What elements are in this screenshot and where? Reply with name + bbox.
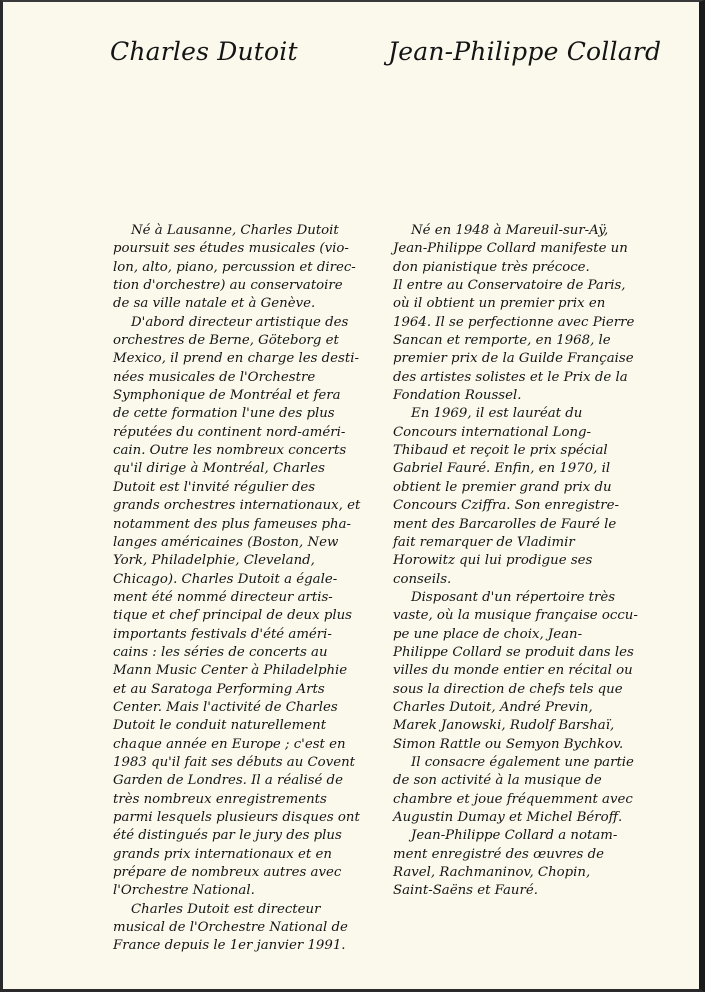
text-line: ment été nommé directeur artis- xyxy=(113,589,333,605)
text-line: Chicago). Charles Dutoit a égale- xyxy=(113,571,338,587)
heading-jean-philippe-collard: Jean-Philippe Collard xyxy=(388,37,662,66)
text-line: chambre et joue fréquemment avec xyxy=(393,791,633,807)
text-line: conseils. xyxy=(393,571,452,587)
text-line: orchestres de Berne, Göteborg et xyxy=(113,333,339,349)
text-line: grands orchestres internationaux, et xyxy=(113,498,361,514)
text-line: vaste, où la musique française occu- xyxy=(393,608,638,624)
text-line: D'abord directeur artistique des xyxy=(131,314,349,330)
heading-charles-dutoit: Charles Dutoit xyxy=(110,37,298,66)
text-line: Charles Dutoit, André Previn, xyxy=(393,699,593,715)
text-line: ment enregistré des œuvres de xyxy=(393,846,604,862)
text-line: Saint-Saëns et Fauré. xyxy=(393,883,538,899)
text-line: Philippe Collard se produit dans les xyxy=(393,644,634,660)
text-line: Augustin Dumay et Michel Béroff. xyxy=(393,810,623,825)
text-line: de son activité à la musique de xyxy=(393,773,602,789)
text-line: été distingués par le jury des plus xyxy=(113,828,342,844)
text-line: des artistes solistes et le Prix de la xyxy=(393,369,628,385)
text-line: parmi lesquels plusieurs disques ont xyxy=(113,810,360,825)
text-line: où il obtient un premier prix en xyxy=(393,296,606,312)
text-line: notamment des plus fameuses pha- xyxy=(113,516,351,532)
text-line: Jean-Philippe Collard a notam- xyxy=(411,828,618,844)
biography-charles-dutoit xyxy=(113,222,379,956)
text-line: grands prix internationaux et en xyxy=(113,846,332,862)
text-line: Il consacre également une partie xyxy=(411,754,634,770)
text-line: Fondation Roussel. xyxy=(393,388,522,404)
text-line: Simon Rattle ou Semyon Bychkov. xyxy=(393,736,624,752)
text-line: Center. Mais l'activité de Charles xyxy=(113,699,338,715)
text-line: poursuit ses études musicales (vio- xyxy=(113,241,349,257)
text-line: Mann Music Center à Philadelphie xyxy=(113,663,348,679)
text-line: Né en 1948 à Mareuil-sur-Aÿ, xyxy=(411,223,609,238)
text-line: qu'il dirige à Montréal, Charles xyxy=(113,461,325,477)
biography-jean-philippe-collard xyxy=(393,222,661,901)
text-line: Concours international Long- xyxy=(393,424,592,440)
text-line: l'Orchestre National. xyxy=(113,883,255,899)
text-line: Garden de Londres. Il a réalisé de xyxy=(113,773,343,789)
text-line: Sancan et remporte, en 1968, le xyxy=(393,333,611,349)
text-line: Dutoit est l'invité régulier des xyxy=(113,479,316,495)
text-line: don pianistique très précoce. xyxy=(393,259,590,275)
text-line: fait remarquer de Vladimir xyxy=(393,534,575,550)
text-line: Né à Lausanne, Charles Dutoit xyxy=(131,223,339,238)
text-line: cain. Outre les nombreux concerts xyxy=(113,443,347,459)
text-line: tique et chef principal de deux plus xyxy=(113,608,352,624)
text-line: tion d'orchestre) au conservatoire xyxy=(113,278,343,294)
text-line: sous la direction de chefs tels que xyxy=(393,681,623,697)
text-line: Ravel, Rachmaninov, Chopin, xyxy=(393,865,591,881)
text-line: France depuis le 1er janvier 1991. xyxy=(113,938,346,954)
text-line: pe une place de choix, Jean- xyxy=(393,626,583,642)
text-line: Charles Dutoit est directeur xyxy=(131,901,321,917)
text-line: Mexico, il prend en charge les desti- xyxy=(113,351,359,367)
text-line: lon, alto, piano, percussion et direc- xyxy=(113,259,356,275)
text-line: chaque année en Europe ; c'est en xyxy=(113,736,346,752)
text-line: Il entre au Conservatoire de Paris, xyxy=(393,278,626,294)
text-line: Thibaud et reçoit le prix spécial xyxy=(393,443,608,459)
text-line: Symphonique de Montréal et fera xyxy=(113,388,341,404)
text-line: prépare de nombreux autres avec xyxy=(113,865,342,881)
text-line: Concours Cziffra. Son enregistre- xyxy=(393,498,619,514)
text-line: premier prix de la Guilde Française xyxy=(393,351,634,367)
text-line: Dutoit le conduit naturellement xyxy=(113,718,327,734)
text-line: cains : les séries de concerts au xyxy=(113,644,328,660)
text-line: obtient le premier grand prix du xyxy=(393,479,612,495)
text-line: York, Philadelphie, Cleveland, xyxy=(113,553,315,569)
text-line: importants festivals d'été améri- xyxy=(113,626,332,642)
text-line: En 1969, il est lauréat du xyxy=(411,406,583,422)
text-line: très nombreux enregistrements xyxy=(113,791,327,807)
text-line: langes américaines (Boston, New xyxy=(113,534,339,550)
text-line: Disposant d'un répertoire très xyxy=(411,589,616,605)
text-line: Horowitz qui lui prodigue ses xyxy=(393,553,593,569)
text-line: musical de l'Orchestre National de xyxy=(113,920,348,936)
text-line: Marek Janowski, Rudolf Barshaï, xyxy=(393,718,615,734)
text-line: villes du monde entier en récital ou xyxy=(393,663,633,679)
text-line: de sa ville natale et à Genève. xyxy=(113,296,316,312)
text-line: nées musicales de l'Orchestre xyxy=(113,369,316,385)
text-line: réputées du continent nord-améri- xyxy=(113,424,346,440)
text-line: 1964. Il se perfectionne avec Pierre xyxy=(393,314,635,330)
text-line: et au Saratoga Performing Arts xyxy=(113,681,325,697)
text-line: 1983 qu'il fait ses débuts au Covent xyxy=(113,754,355,770)
text-line: Jean-Philippe Collard manifeste un xyxy=(393,241,628,257)
text-line: Gabriel Fauré. Enfin, en 1970, il xyxy=(393,461,611,477)
text-line: ment des Barcarolles de Fauré le xyxy=(393,516,617,532)
text-line: de cette formation l'une des plus xyxy=(113,406,335,422)
